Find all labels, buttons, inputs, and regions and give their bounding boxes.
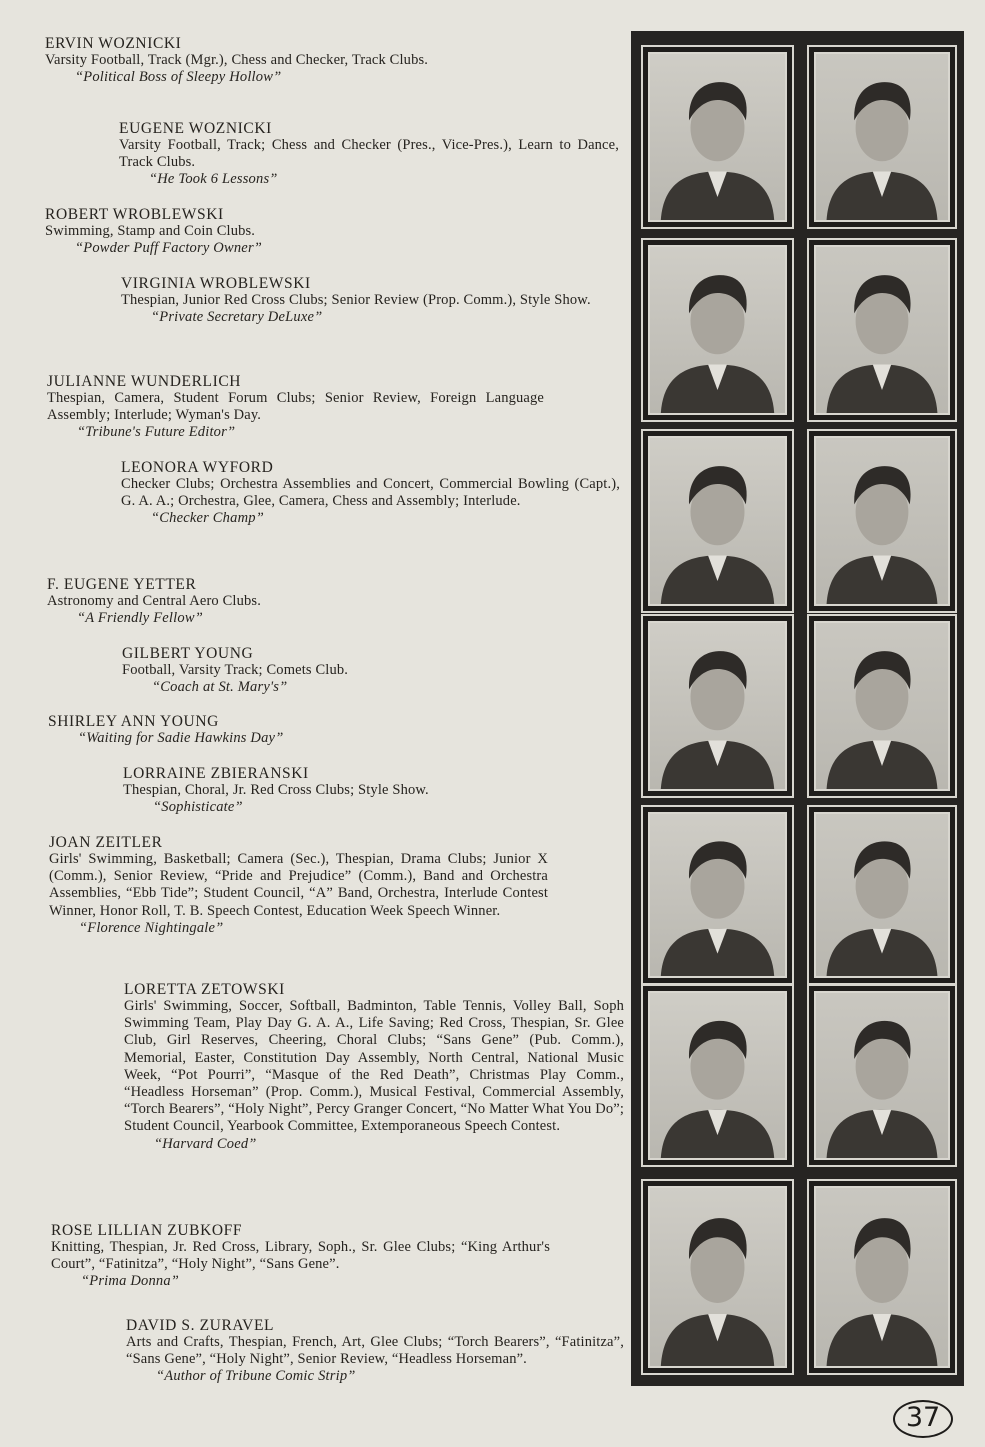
student-motto: “Florence Nightingale”: [79, 919, 224, 936]
student-name: VIRGINIA WROBLEWSKI: [121, 275, 311, 292]
senior-entry: [49, 834, 548, 937]
senior-entry: [123, 765, 621, 816]
senior-entry: [48, 713, 545, 747]
student-name: JULIANNE WUNDERLICH: [47, 373, 242, 390]
senior-entry: [126, 1317, 624, 1385]
student-portrait-photo: [650, 993, 785, 1158]
student-portrait-photo: [816, 247, 948, 413]
senior-entry: [45, 35, 542, 86]
student-portrait-photo: [650, 1188, 785, 1366]
student-activities: Knitting, Thespian, Jr. Red Cross, Library, Soph., Sr. Glee Clubs; “King Arthur's Court”, “Fatinitza”, “Holy Night”, “Sans Gene”.: [51, 1239, 550, 1273]
student-name: LORETTA ZETOWSKI: [124, 981, 285, 998]
student-motto: “Checker Champ”: [151, 510, 264, 527]
student-activities: Girls' Swimming, Soccer, Softball, Badminton, Table Tennis, Volley Ball, Soph Swimming Team, Play Day G. A. A., Life Saving; Red Cross, Thespian, Sr. Glee Club, Girl Reserves, Cheering, Choral Clubs; “Sans Gene” (Pub. Comm.), Memorial, Easter, Constitution Day Assembly, North Central, National Music Week, “Pot Pourri”, “Masque of the Red Death”, Christmas Play Comm., “Headless Horseman” (Prop. Comm.), Musical Festival, Commercial Assembly, “Torch Bearers”, “Holy Night”, Percy Granger Concert, “No Matter What You Do”; Student Council, Yearbook Committee, Extemporaneous Speech Contest.: [124, 998, 624, 1135]
student-portrait-photo: [650, 814, 785, 976]
senior-entry: [122, 645, 620, 696]
senior-entry: [121, 275, 619, 326]
student-motto: “Coach at St. Mary's”: [152, 679, 288, 696]
portrait-frame: [807, 614, 957, 798]
portrait-frame: [807, 1179, 957, 1375]
student-motto: “Sophisticate”: [153, 799, 243, 816]
student-portrait-photo: [650, 623, 785, 789]
student-portrait-photo: [816, 54, 948, 220]
student-motto: “Waiting for Sadie Hawkins Day”: [78, 730, 284, 746]
portrait-frame: [807, 45, 957, 229]
student-portrait-photo: [816, 623, 948, 789]
student-activities: Checker Clubs; Orchestra Assemblies and Concert, Commercial Bowling (Capt.), G. A. A.; Orchestra, Glee, Camera, Chess and Assembly; Interlude.: [121, 476, 620, 510]
student-name: SHIRLEY ANN YOUNG: [48, 713, 219, 730]
student-motto: “Powder Puff Factory Owner”: [75, 240, 263, 257]
portrait-frame: [807, 238, 957, 422]
portrait-frame: [641, 45, 794, 229]
senior-entry: [47, 576, 544, 627]
student-portrait-photo: [816, 814, 948, 976]
student-name: LEONORA WYFORD: [121, 459, 274, 476]
student-name: EUGENE WOZNICKI: [119, 120, 272, 137]
student-motto: “A Friendly Fellow”: [77, 610, 203, 627]
student-motto: “He Took 6 Lessons”: [149, 171, 278, 188]
portrait-frame: [641, 805, 794, 985]
senior-entry: [121, 459, 620, 527]
student-portrait-photo: [816, 993, 948, 1158]
student-activities: Football, Varsity Track; Comets Club.: [122, 662, 349, 678]
student-name: LORRAINE ZBIERANSKI: [123, 765, 309, 782]
student-activities: Arts and Crafts, Thespian, French, Art, Glee Clubs; “Torch Bearers”, “Fatinitza”, “Sans Gene”, “Holy Night”, Senior Review, “Headless Horseman”.: [126, 1334, 624, 1368]
student-motto: “Political Boss of Sleepy Hollow”: [75, 69, 282, 86]
portrait-panel: [631, 31, 964, 1386]
student-activities: Thespian, Junior Red Cross Clubs; Senior Review (Prop. Comm.), Style Show.: [121, 292, 591, 308]
student-activities: Astronomy and Central Aero Clubs.: [47, 593, 261, 609]
student-activities: Girls' Swimming, Basketball; Camera (Sec.), Thespian, Drama Clubs; Junior X (Comm.), Senior Review, “Pride and Prejudice” (Comm.), Band and Orchestra Assemblies, “Ebb Tide”; Student Council, “A” Band, Orchestra, Interlude Contest Winner, Honor Roll, T. B. Speech Contest, Education Week Speech Winner.: [49, 851, 548, 919]
portrait-frame: [807, 429, 957, 613]
student-name: DAVID S. ZURAVEL: [126, 1317, 275, 1334]
senior-entry: [45, 206, 542, 257]
student-portrait-photo: [650, 247, 785, 413]
student-portrait-photo: [650, 54, 785, 220]
portrait-frame: [641, 238, 794, 422]
student-portrait-photo: [816, 1188, 948, 1366]
student-name: GILBERT YOUNG: [122, 645, 254, 662]
student-activities: Thespian, Choral, Jr. Red Cross Clubs; Style Show.: [123, 782, 429, 798]
portrait-frame: [641, 1179, 794, 1375]
senior-entry: [124, 981, 624, 1153]
student-activities: Thespian, Camera, Student Forum Clubs; Senior Review, Foreign Language Assembly; Interlude; Wyman's Day.: [47, 390, 544, 424]
senior-entry: [119, 120, 619, 188]
student-motto: “Author of Tribune Comic Strip”: [156, 1368, 356, 1385]
portrait-frame: [641, 429, 794, 613]
student-portrait-photo: [650, 438, 785, 604]
student-name: JOAN ZEITLER: [49, 834, 163, 851]
student-motto: “Harvard Coed”: [154, 1135, 257, 1152]
portrait-frame: [641, 614, 794, 798]
portrait-frame: [641, 984, 794, 1167]
student-activities: Swimming, Stamp and Coin Clubs.: [45, 223, 256, 239]
student-motto: “Private Secretary DeLuxe”: [151, 309, 323, 326]
student-activities: Varsity Football, Track (Mgr.), Chess and Checker, Track Clubs.: [45, 52, 429, 68]
senior-entry: [47, 373, 544, 441]
senior-entry: [51, 1222, 550, 1290]
page-number: 37: [893, 1400, 953, 1438]
student-motto: “Tribune's Future Editor”: [77, 424, 236, 441]
student-activities: Varsity Football, Track; Chess and Checker (Pres., Vice-Pres.), Learn to Dance, Track Clubs.: [119, 137, 619, 171]
student-name: ERVIN WOZNICKI: [45, 35, 182, 52]
student-name: ROSE LILLIAN ZUBKOFF: [51, 1222, 243, 1239]
student-portrait-photo: [816, 438, 948, 604]
student-name: ROBERT WROBLEWSKI: [45, 206, 224, 223]
student-motto: “Prima Donna”: [81, 1273, 180, 1290]
portrait-frame: [807, 805, 957, 985]
student-name: F. EUGENE YETTER: [47, 576, 197, 593]
portrait-frame: [807, 984, 957, 1167]
